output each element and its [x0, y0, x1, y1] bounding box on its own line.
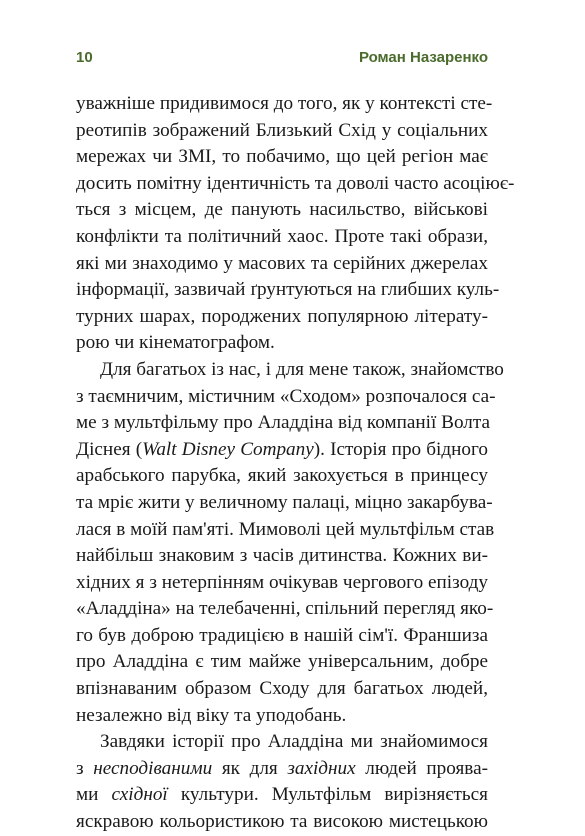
body-text	[76, 91, 515, 836]
text-run: лася в моїй пам'яті. Мимоволі цей мультфільм став	[76, 518, 495, 540]
italic-text: несподіваними	[93, 757, 213, 779]
text-run: найбільш знаковим з часів дитинства. Кожних ви-	[76, 545, 488, 567]
text-run: го був доброю традицією в нашій сім'ї. Франшиза	[76, 624, 488, 646]
text-run: з	[76, 757, 94, 779]
italic-text: східної	[111, 784, 168, 806]
text-run: уважніше придивимося до того, як у контексті сте-	[76, 93, 493, 114]
text-run: мережах чи ЗМІ, то побачимо, що цей регіон має	[76, 146, 488, 168]
text-line	[76, 782, 488, 809]
text-run: інформації, зазвичай ґрунтуються на глибших куль-	[76, 279, 500, 301]
italic-text: Walt Disney Company	[142, 438, 314, 460]
text-run: про Аладдіна є тим майже універсальним, добре	[76, 651, 488, 673]
text-line	[76, 224, 488, 251]
text-line	[76, 649, 488, 676]
text-run: ться з місцем, де панують насильство, військові	[76, 199, 488, 221]
text-line	[76, 304, 488, 331]
text-run: та мріє жити у величному палаці, міцно закарбува-	[76, 491, 493, 513]
text-run: «Аладдіна» на телебаченні, спільний перегляд яко-	[76, 598, 494, 620]
text-run: турних шарах, породжених популярною літерату-	[76, 305, 488, 327]
text-run: досить помітну ідентичність та доволі часто асоціює-	[76, 172, 515, 194]
text-run: конфлікти та політичний хаос. Проте такі образи,	[76, 225, 488, 247]
text-line	[76, 91, 493, 118]
text-run: з таємничим, містичним «Сходом» розпочалося са-	[76, 385, 496, 407]
text-line	[76, 144, 488, 171]
paragraph	[76, 91, 515, 357]
text-line	[76, 118, 488, 145]
text-line	[76, 809, 488, 836]
text-run: які ми знаходимо у масових та серійних джерелах	[76, 252, 488, 274]
text-line	[76, 517, 495, 544]
text-line	[76, 490, 493, 517]
text-run: хідних я з нетерпінням очікував чергового епізоду	[76, 571, 488, 593]
text-run: незалежно від віку та уподобань.	[76, 704, 347, 726]
paragraph	[76, 357, 504, 729]
text-run: реотипів зображений Близький Схід у соціальних	[76, 119, 488, 141]
text-line	[76, 676, 488, 703]
text-run: арабського парубка, який закохується в принцесу	[76, 465, 488, 487]
text-line	[76, 277, 500, 304]
text-run: Завдяки історії про Аладдіна ми знайомимося	[100, 731, 488, 753]
text-run: впізнаваним образом Сходу для багатьох людей,	[76, 678, 488, 700]
text-run: культури. Мультфільм вирізняється	[167, 784, 488, 806]
paragraph	[76, 729, 488, 835]
italic-text: західних	[287, 757, 356, 779]
text-line	[76, 251, 488, 278]
text-line	[76, 357, 504, 384]
text-line	[76, 729, 488, 756]
text-run: ). Історія про бідного	[313, 438, 489, 460]
page-number: 10	[76, 49, 93, 66]
text-run: людей проява-	[355, 757, 488, 779]
text-line	[76, 197, 488, 224]
text-run: яскравою кольористикою та високою мистецькою	[76, 811, 488, 833]
text-line	[76, 171, 515, 198]
text-line	[76, 543, 488, 570]
text-run: як для	[212, 757, 288, 779]
text-line	[76, 437, 488, 464]
text-line	[76, 570, 488, 597]
text-run: рою чи кінематографом.	[76, 332, 275, 354]
text-line	[76, 463, 488, 490]
text-run: ме з мультфільму про Аладдіна від компанії Волта	[76, 412, 490, 434]
text-line	[76, 384, 496, 411]
text-line	[76, 703, 488, 730]
text-run: ми	[76, 784, 112, 806]
text-line	[76, 756, 488, 783]
text-line	[76, 596, 494, 623]
running-header	[76, 49, 488, 69]
text-line	[76, 623, 488, 650]
author-name: Роман Назаренко	[358, 49, 488, 66]
text-line	[76, 330, 488, 357]
text-run: Для багатьох із нас, і для мене також, знайомство	[100, 358, 504, 380]
text-line	[76, 410, 488, 437]
text-run: Діснея (	[76, 438, 143, 460]
